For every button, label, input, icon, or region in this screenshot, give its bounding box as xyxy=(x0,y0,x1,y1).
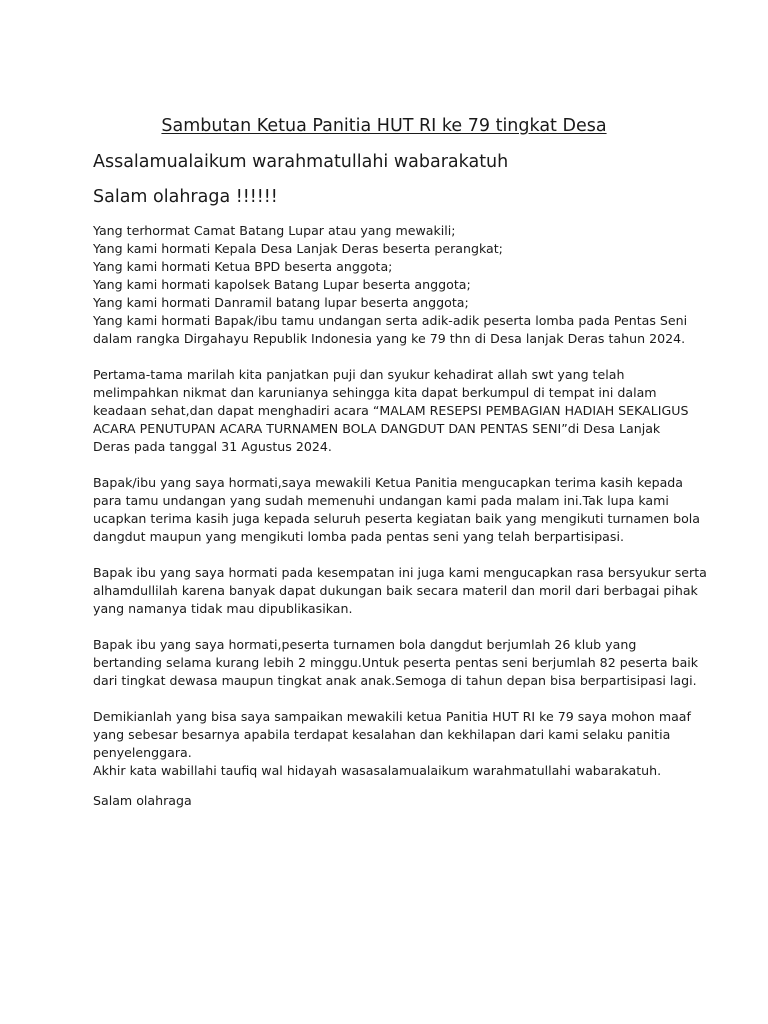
paragraph-line: Yang kami hormati Bapak/ibu tamu undangan serta adik-adik peserta lomba pada Pentas Seni xyxy=(93,313,688,328)
paragraph-line: para tamu undangan yang sudah memenuhi undangan kami pada malam ini.Tak lupa kami xyxy=(93,493,669,508)
paragraph-line: Demikianlah yang bisa saya sampaikan mewakili ketua Panitia HUT RI ke 79 saya mohon maaf xyxy=(93,709,691,724)
paragraph-line: Bapak/ibu yang saya hormati,saya mewakili Ketua Panitia mengucapkan terima kasih kepada xyxy=(93,475,684,490)
paragraph-line: penyelenggara. xyxy=(93,745,192,760)
paragraph-line: alhamdullilah karena banyak dapat dukungan baik secara materil dan moril dari berbagai pihak xyxy=(93,583,698,598)
paragraph-line: dari tingkat dewasa maupun tingkat anak anak.Semoga di tahun depan bisa berpartisipasi lagi. xyxy=(93,673,697,688)
paragraph-gap xyxy=(93,456,733,474)
paragraph-line: Deras pada tanggal 31 Agustus 2024. xyxy=(93,439,332,454)
closing-line: Salam olahraga xyxy=(93,793,192,808)
paragraph-line: Yang terhormat Camat Batang Lupar atau yang mewakili; xyxy=(93,223,456,238)
greeting-line: Assalamualaikum warahmatullahi wabarakatuh xyxy=(93,152,509,172)
paragraph-line: yang sebesar besarnya apabila terdapat kesalahan dan kekhilapan dari kami selaku panitia xyxy=(93,727,671,742)
paragraph-line: dalam rangka Dirgahayu Republik Indonesia yang ke 79 thn di Desa lanjak Deras tahun 2024. xyxy=(93,331,686,346)
paragraph-line: Yang kami hormati Danramil batang lupar beserta anggota; xyxy=(93,295,469,310)
paragraph xyxy=(93,474,733,546)
document-body xyxy=(93,222,733,780)
paragraph-gap xyxy=(93,690,733,708)
paragraph-gap xyxy=(93,546,733,564)
paragraph-gap xyxy=(93,348,733,366)
paragraph-line: yang namanya tidak mau dipublikasikan. xyxy=(93,601,353,616)
paragraph-line: Bapak ibu yang saya hormati pada kesempatan ini juga kami mengucapkan rasa bersyukur serta xyxy=(93,565,707,580)
paragraph xyxy=(93,366,733,456)
paragraph xyxy=(93,222,733,348)
paragraph-line: Bapak ibu yang saya hormati,peserta turnamen bola dangdut berjumlah 26 klub yang xyxy=(93,637,637,652)
paragraph-line: Pertama-tama marilah kita panjatkan puji dan syukur kehadirat allah swt yang telah xyxy=(93,367,625,382)
paragraph-line: keadaan sehat,dan dapat menghadiri acara “MALAM RESEPSI PEMBAGIAN HADIAH SEKALIGUS xyxy=(93,403,689,418)
paragraph-line: dangdut maupun yang mengikuti lomba pada pentas seni yang telah berpartisipasi. xyxy=(93,529,624,544)
paragraph-gap xyxy=(93,618,733,636)
salam-line: Salam olahraga !!!!!! xyxy=(93,187,278,207)
paragraph xyxy=(93,708,733,780)
paragraph-line: ACARA PENUTUPAN ACARA TURNAMEN BOLA DANGDUT DAN PENTAS SENI”di Desa Lanjak xyxy=(93,421,661,436)
document-title: Sambutan Ketua Panitia HUT RI ke 79 tingkat Desa xyxy=(161,116,607,136)
paragraph-line: Yang kami hormati Kepala Desa Lanjak Deras beserta perangkat; xyxy=(93,241,503,256)
paragraph-line: Akhir kata wabillahi taufiq wal hidayah wasasalamualaikum warahmatullahi wabarakatuh. xyxy=(93,763,662,778)
paragraph-line: melimpahkan nikmat dan karunianya sehingga kita dapat berkumpul di tempat ini dalam xyxy=(93,385,657,400)
paragraph-line: Yang kami hormati Ketua BPD beserta anggota; xyxy=(93,259,393,274)
paragraph-line: bertanding selama kurang lebih 2 minggu.Untuk peserta pentas seni berjumlah 82 peserta baik xyxy=(93,655,699,670)
paragraph-line: Yang kami hormati kapolsek Batang Lupar beserta anggota; xyxy=(93,277,471,292)
paragraph-line: ucapkan terima kasih juga kepada seluruh peserta kegiatan baik yang mengikuti turnamen bola xyxy=(93,511,701,526)
paragraph xyxy=(93,636,733,690)
paragraph xyxy=(93,564,733,618)
